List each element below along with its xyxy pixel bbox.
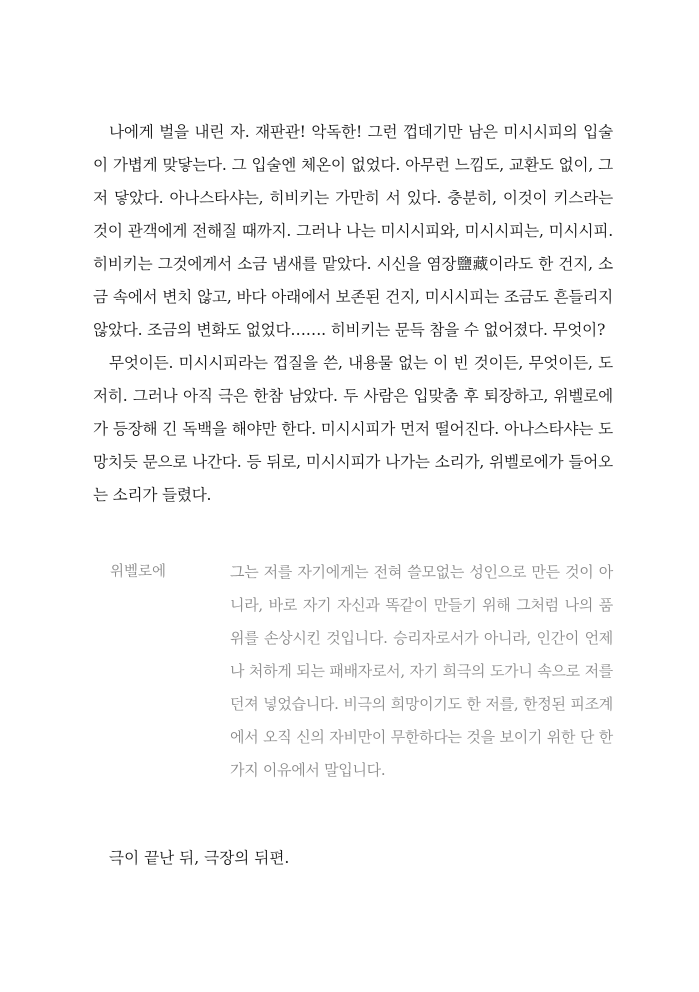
paragraph: 무엇이든. 미시시피라는 껍질을 쓴, 내용물 없는 이 빈 것이든, 무엇이든, 도저히. 그러나 아직 극은 한참 남았다. 두 사람은 입맞춤 후 퇴장하고, 위벨로에가 등장해 긴 독백을 해야만 한다. 미시시피가 먼저 떨어진다. 아나스타샤는 도망치듯 문으로 나간다. 등 뒤로, 미시시피가 나가는 소리가, 위벨로에가 들어오는 소리가 들렸다. (93, 354, 613, 504)
paragraph: 나에게 벌을 내린 자. 재판관! 악독한! 그런 껍데기만 남은 미시시피의 입술이 가볍게 맞닿는다. 그 입술엔 체온이 없었다. 아무런 느낌도, 교환도 없이, 그저 닿았다. 아나스타샤는, 히비키는 가만히 서 있다. 충분히, 이것이 키스라는 것이 관객에게 전해질 때까지. 그러나 나는 미시시피와, 미시시피는, 미시시피. 히비키는 그것에게서 소금 냄새를 맡았다. 시신을 염장鹽藏이라도 한 건지, 소금 속에서 변치 않고, 바다 아래에서 보존된 건지, 미시시피는 조금도 흔들리지 않았다. 조금의 변화도 없었다……. 히비키는 문득 참을 수 없어졌다. 무엇이? (93, 123, 613, 339)
body-text (93, 116, 613, 512)
stage-direction: 극이 끝난 뒤, 극장의 뒤편. (109, 849, 290, 867)
speech-text: 그는 저를 자기에게는 전혀 쓸모없는 성인으로 만든 것이 아니라, 바로 자기 자신과 똑같이 만들기 위해 그처럼 나의 품위를 손상시킨 것입니다. 승리자로서가 아니라, 인간이 언제나 처하게 되는 패배자로서, 자기 희극의 도가니 속으로 저를 던져 넣었습니다. 비극의 희망이기도 한 저를, 한정된 피조계에서 오직 신의 자비만이 무한하다는 것을 보이기 위한 단 한 가지 이유에서 말입니다. (230, 563, 613, 779)
speaker-name: 위벨로에 (110, 564, 167, 580)
